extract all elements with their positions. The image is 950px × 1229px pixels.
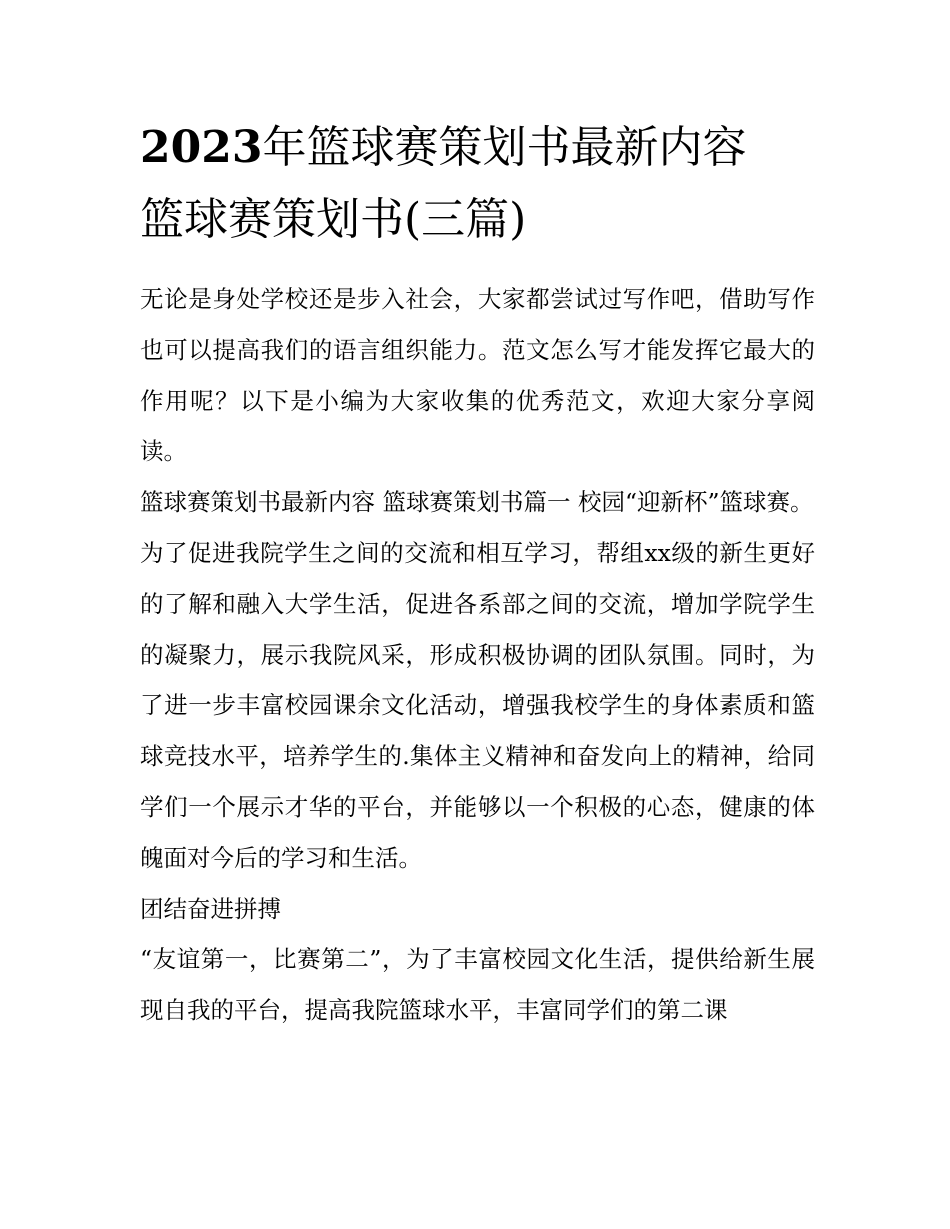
title-line-1 [140,112,815,184]
intro-paragraph: 无论是身处学校还是步入社会，大家都尝试过写作吧，借助写作也可以提高我们的语言组织能力。范文怎么写才能发挥它最大的作用呢？以下是小编为大家收集的优秀范文，欢迎大家分享阅读。 [140,285,815,466]
title-year: 2023 [140,122,263,173]
theme-paragraph: 团结奋进拼搏 [140,894,281,923]
title-line-1-text: 年篮球赛策划书最新内容 [262,122,747,173]
section-heading-paragraph: 篮球赛策划书最新内容 篮球赛策划书篇一 校园“迎新杯”篮球赛。 [140,488,814,517]
title-line-2: 篮球赛策划书(三篇) [140,194,527,245]
document-title [140,112,815,256]
purpose-paragraph: 为了促进我院学生之间的交流和相互学习，帮组xx级的新生更好的了解和融入大学生活，促进各系部之间的交流，增加学院学生的凝聚力，展示我院风采，形成积极协调的团队氛围。同时，为了进一步丰富校园课余文化活动，增强我校学生的身体素质和篮球竞技水平，培养学生的.集体主义精神和奋发向上的精神，给同学们一个展示才华的平台，并能够以一个积极的心态，健康的体魄面对今后的学习和生活。 [140,538,815,872]
document-body [140,274,815,1036]
motto-paragraph: “友谊第一，比赛第二”，为了丰富校园文化生活，提供给新生展现自我的平台，提高我院篮球水平，丰富同学们的第二课 [140,945,815,1025]
document-content [140,112,815,1036]
